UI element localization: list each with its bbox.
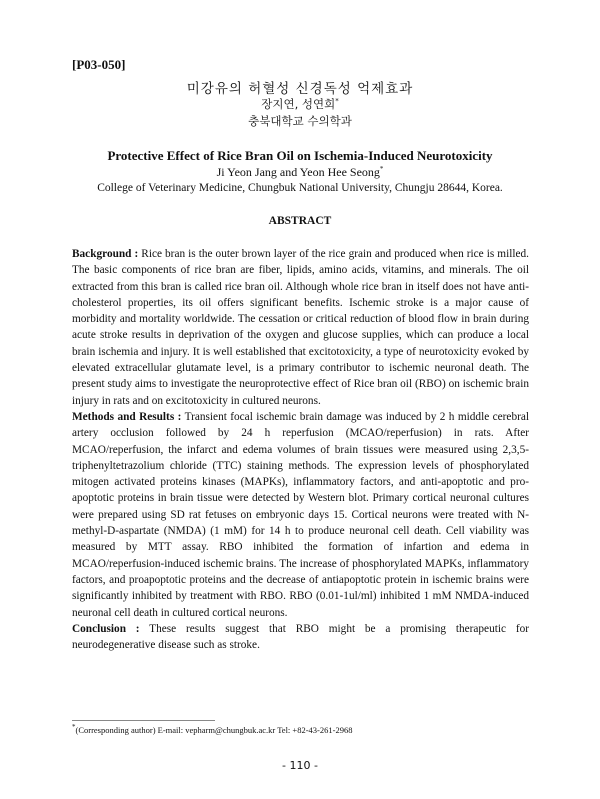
korean-affiliation: 충북대학교 수의학과 bbox=[248, 114, 352, 128]
conclusion-label: Conclusion : bbox=[72, 622, 140, 635]
abstract-code: [P03-050] bbox=[72, 57, 126, 72]
background-text: Rice bran is the outer brown layer of the rice grain and produced when rice is milled. The basic components of rice bran are fiber, lipids, amino acids, vitamins, and minerals. The oil extracted from this bran is called rice bran oil. Although whole rice bran in itself does not have anti-cholesterol properties, its oil offers significant benefits. Ischemic stroke is a major cause of morbidity and mortality worldwide. The cessation or critical reduction of blood flow in brain during acute stroke results in deprivation of the oxygen and glucose supplies, which can produce a local brain ischemia and injury. It is well established that excitotoxicity, a type of neurotoxicity evoked by elevated extracellular glutamate level, is a primary contributor to ischemic neuronal death. The present study aims to investigate the neuroprotective effect of Rice bran oil (RBO) on ischemic brain injury in rats and on excitotoxicity in cultured neurons. bbox=[72, 248, 529, 407]
english-affiliation: College of Veterinary Medicine, Chungbuk National University, Chungju 28644, Korea. bbox=[97, 182, 503, 194]
korean-title: 미강유의 허혈성 신경독성 억제효과 bbox=[186, 81, 414, 97]
korean-corresponding-mark: * bbox=[335, 97, 339, 106]
page-number: - 110 - bbox=[282, 759, 318, 772]
korean-author-names: 장지연, 성연희 bbox=[261, 97, 336, 111]
conclusion-paragraph bbox=[72, 621, 529, 654]
abstract-body bbox=[72, 246, 529, 653]
english-corresponding-mark: * bbox=[379, 165, 384, 173]
footnote-divider bbox=[72, 720, 215, 721]
footnote-mark: * bbox=[72, 723, 76, 732]
footnote-text: (Corresponding author) E-mail: vepharm@chungbuk.ac.kr Tel: +82-43-261-2968 bbox=[75, 725, 353, 735]
corresponding-author-footnote bbox=[72, 725, 352, 735]
abstract-heading: ABSTRACT bbox=[268, 215, 332, 227]
methods-text: Transient focal ischemic brain damage was induced by 2 h middle cerebral artery occlusion followed by 24 h reperfusion (MCAO/reperfusion) in rats. After MCAO/reperfusion, the infarct and edema volumes of brain tissues were measured using 2,3,5-triphenyltetrazolium chloride (TTC) staining methods. The expression levels of phosphorylated mitogen activated proteins kinases (MAPKs), inflammatory factors, and anti-apoptotic and pro-apoptotic proteins in brain tissue were detected by Western blot. Primary cortical neuronal cultures were prepared using SD rat fetuses on embryonic days 15. Cortical neurons were treated with N-methyl-D-aspartate (NMDA) (1 mM) for 14 h to produce neuronal cell death. Cell viability was measured by MTT assay. RBO inhibited the formation of infartion and edema in MCAO/reperfusion‐induced ischemic brains. The increase of phosphorylated MAPKs, inflammatory factors, and proapoptotic proteins and the decrease of antiapoptotic protein in ischemic brains were significantly inhibited by treatment with RBO. RBO (0.01-1ul/ml) inhibited 1 mM NMDA-induced neuronal cell death in cultured cortical neurons. bbox=[72, 410, 530, 619]
english-authors bbox=[0, 165, 600, 180]
english-title: Protective Effect of Rice Bran Oil on Ischemia-Induced Neurotoxicity bbox=[107, 148, 493, 163]
background-paragraph bbox=[72, 246, 529, 409]
methods-label: Methods and Results : bbox=[72, 410, 182, 423]
background-label: Background : bbox=[72, 248, 139, 260]
english-author-names: Ji Yeon Jang and Yeon Hee Seong bbox=[216, 165, 380, 179]
korean-authors bbox=[0, 96, 600, 112]
methods-paragraph bbox=[72, 409, 529, 621]
conclusion-text: These results suggest that RBO might be a promising therapeutic for neurodegenerative disease such as stroke. bbox=[72, 622, 529, 652]
